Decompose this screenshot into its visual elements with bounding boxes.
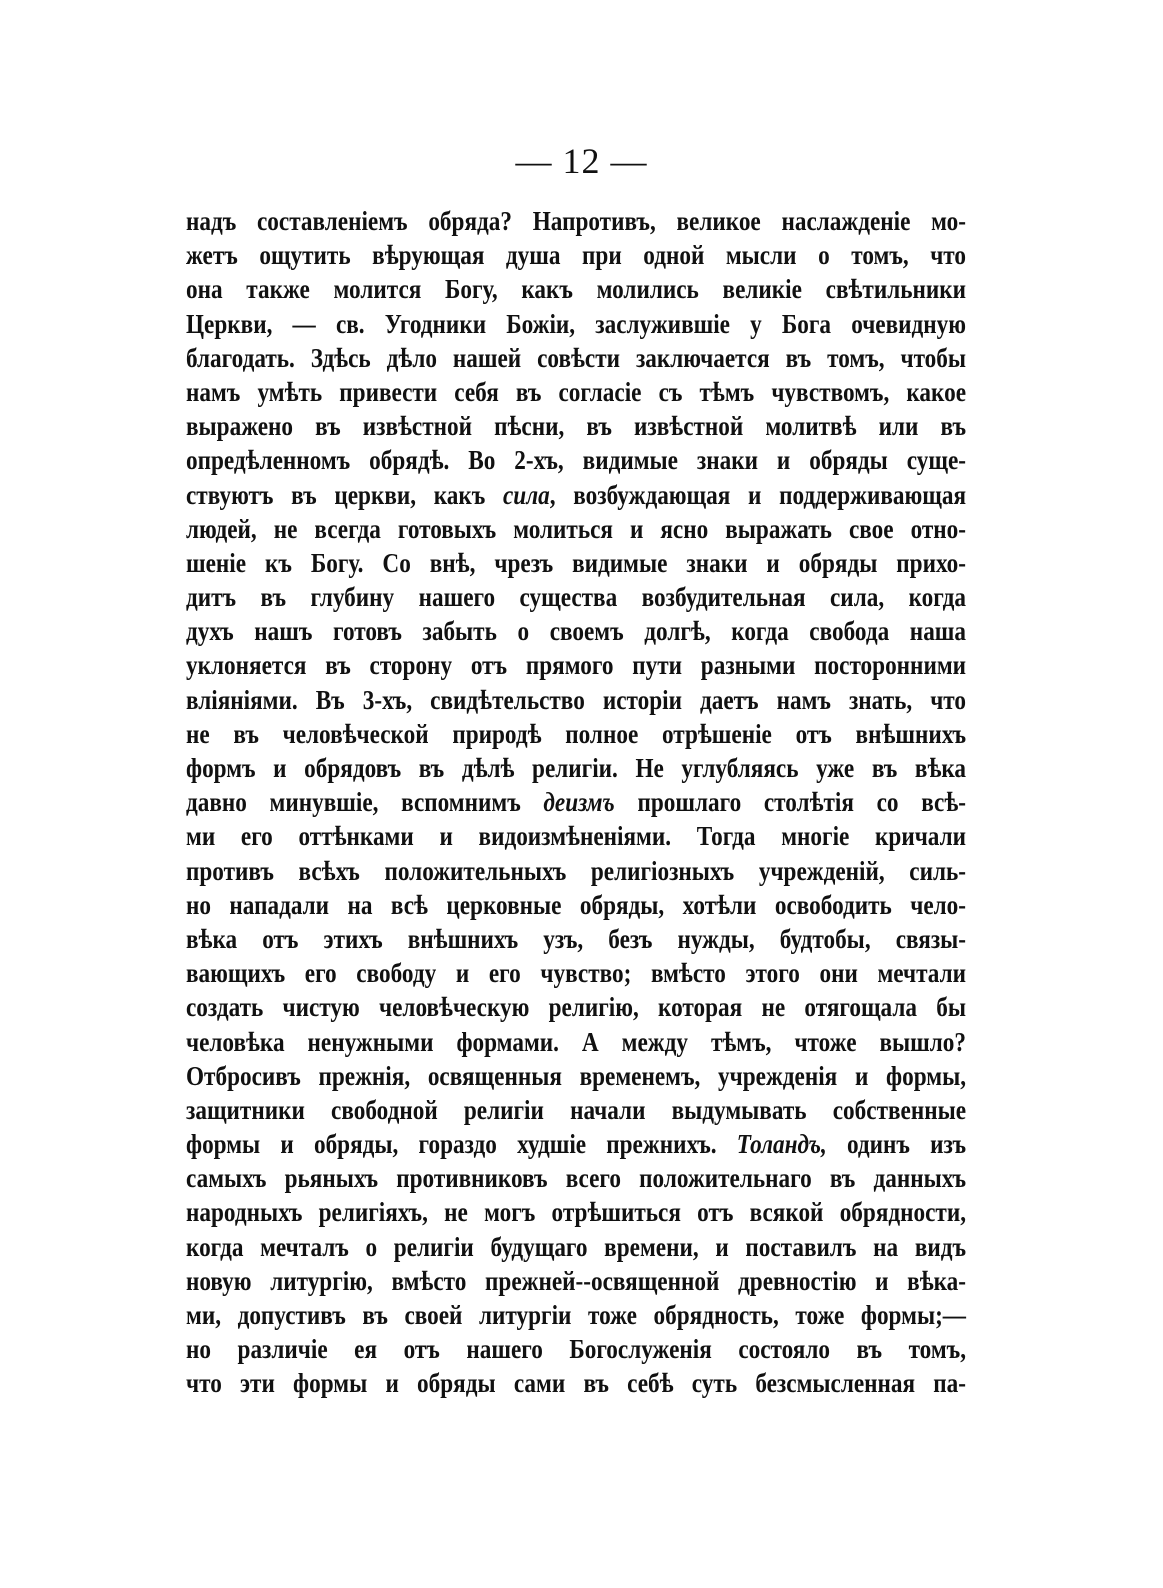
text-line [186, 409, 966, 443]
italic-text: Толандъ, [736, 1129, 827, 1160]
text-segment: противъ всѣхъ положительныхъ религiозныхъ учрежденiй, силь- [186, 855, 967, 886]
text-segment: новую литургiю, вмѣсто прежней--освященной древностiю и вѣка- [186, 1265, 967, 1296]
text-line [186, 1264, 966, 1298]
text-segment: уклоняется въ сторону отъ прямого пути разными посторонними [186, 650, 967, 681]
text-segment: формъ и обрядовъ въ дѣлѣ религiи. Не углубляясь уже въ вѣка [186, 753, 967, 783]
text-line [186, 819, 966, 853]
text-segment: жетъ ощутить вѣрующая душа при одной мысли о томъ, что [186, 240, 967, 271]
text-segment: создать чистую человѣческую религiю, которая не отягощала бы [186, 992, 967, 1023]
text-segment: Отбросивъ прежнiя, освященныя временемъ, учрежденiя и формы, [186, 1060, 967, 1091]
text-segment: но различiе ея отъ нашего Богослуженiя состояло въ томъ, [186, 1334, 967, 1365]
text-line [186, 785, 966, 819]
text-line [186, 443, 966, 477]
text-segment: не въ человѣческой природѣ полное отрѣшенiе отъ внѣшнихъ [186, 718, 967, 749]
text-line [186, 1298, 966, 1332]
text-segment: одинъ изъ [826, 1129, 967, 1160]
text-segment: народныхъ религiяхъ, не могъ отрѣшиться отъ всякой обрядности, [186, 1197, 967, 1228]
text-line [186, 238, 966, 272]
text-segment: ми, допустивъ въ своей литургiи тоже обрядность, тоже формы;— [186, 1300, 967, 1330]
text-segment: дитъ въ глубину нашего существа возбудительная сила, когда [186, 582, 967, 613]
text-line [186, 751, 966, 785]
italic-text: деизмъ [543, 787, 615, 818]
text-segment: ствуютъ въ церкви, какъ [186, 479, 504, 510]
text-line [186, 1059, 966, 1093]
text-line [186, 648, 966, 682]
text-line [186, 1195, 966, 1229]
text-segment: духъ нашъ готовъ забыть о своемъ долгѣ, когда свобода наша [186, 616, 967, 647]
text-line [186, 854, 966, 888]
text-segment: людей, не всегда готовыхъ молиться и ясно выражать свое отно- [186, 513, 967, 544]
text-segment: человѣка ненужными формами. А между тѣмъ, чтоже вышло? [186, 1026, 967, 1057]
text-line [186, 580, 966, 614]
text-segment: ми его оттѣнками и видоизмѣненiями. Тогда многiе кричали [186, 821, 967, 852]
text-segment: шенiе къ Богу. Со внѣ, чрезъ видимые знаки и обряды прихо- [186, 547, 967, 578]
text-line [186, 478, 966, 512]
body-text [186, 204, 966, 1401]
text-line [186, 614, 966, 648]
text-segment: давно минувшiе, вспомнимъ [186, 787, 544, 818]
text-line [186, 1025, 966, 1059]
text-line [186, 922, 966, 956]
text-line [186, 375, 966, 409]
text-line [186, 683, 966, 717]
text-segment: она также молится Богу, какъ молились великiе свѣтильники [186, 274, 967, 305]
italic-text: сила [503, 479, 550, 510]
text-line [186, 546, 966, 580]
text-segment: прошлаго столѣтiя со всѣ- [614, 787, 967, 818]
text-line [186, 1161, 966, 1195]
text-line [186, 272, 966, 306]
text-line [186, 990, 966, 1024]
text-line [186, 341, 966, 375]
text-segment: формы и обряды, гораздо худшiе прежнихъ. [186, 1129, 737, 1160]
text-segment: защитники свободной религiи начали выдумывать собственные [186, 1094, 967, 1125]
text-line [186, 717, 966, 751]
text-line [186, 1332, 966, 1366]
text-line [186, 956, 966, 990]
text-line [186, 1366, 966, 1400]
text-segment: вающихъ его свободу и его чувство; вмѣсто этого они мечтали [186, 958, 967, 989]
text-line [186, 1093, 966, 1127]
text-segment: благодать. Здѣсь дѣло нашей совѣсти заключается въ томъ, чтобы [186, 342, 967, 373]
text-segment: влiянiями. Въ 3-хъ, свидѣтельство исторiи даетъ намъ знать, что [186, 684, 967, 715]
text-line [186, 888, 966, 922]
text-segment: когда мечталъ о религiи будущаго времени, и поставилъ на видъ [186, 1231, 967, 1262]
text-line [186, 512, 966, 546]
text-segment: надъ составленiемъ обряда? Напротивъ, великое наслажденiе мо- [186, 206, 967, 236]
text-line [186, 307, 966, 341]
text-line [186, 1127, 966, 1161]
text-segment: вѣка отъ этихъ внѣшнихъ узъ, безъ нужды, будтобы, связы- [186, 923, 967, 954]
text-segment: опредѣленномъ обрядѣ. Во 2-хъ, видимые знаки и обряды суще- [186, 445, 967, 476]
text-segment: но нападали на всѣ церковные обряды, хотѣли освободить чело- [186, 889, 967, 920]
text-line [186, 1230, 966, 1264]
page-number: — 12 — [515, 141, 648, 181]
text-segment: самыхъ рьяныхъ противниковъ всего положительнаго въ данныхъ [186, 1163, 967, 1194]
text-segment: что эти формы и обряды сами въ себѣ суть безсмысленная па- [186, 1368, 967, 1399]
text-segment: , возбуждающая и поддерживающая [549, 479, 967, 510]
text-segment: Церкви, — св. Угодники Божiи, заслужившiе у Бога очевидную [186, 308, 967, 339]
text-segment: выражено въ извѣстной пѣсни, въ извѣстной молитвѣ или въ [186, 411, 967, 442]
text-segment: намъ умѣть привести себя въ согласiе съ тѣмъ чувствомъ, какое [186, 376, 967, 407]
text-line [186, 204, 966, 238]
